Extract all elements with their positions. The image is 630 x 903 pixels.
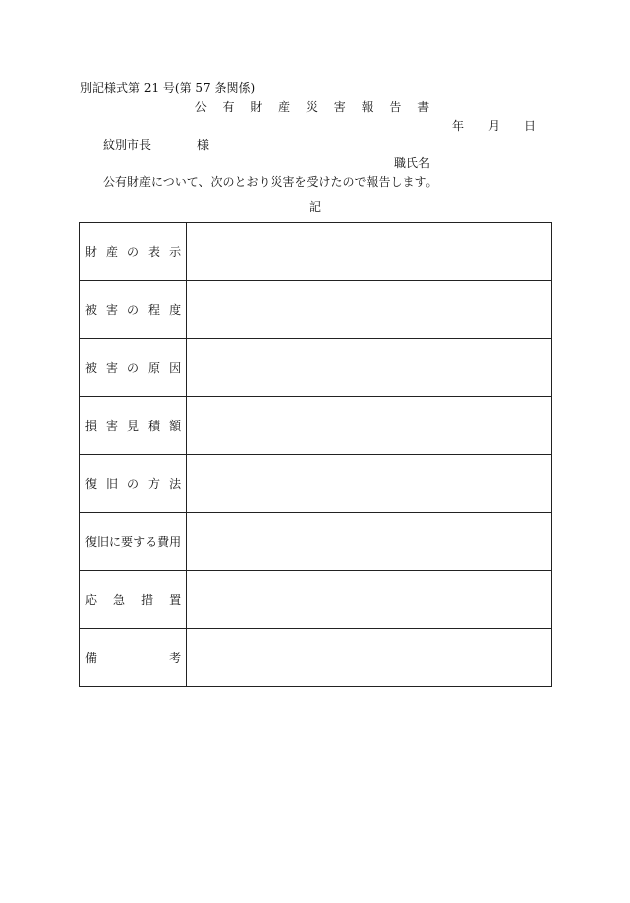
row-label-cell <box>80 281 187 339</box>
sender-name-title: 職氏名 <box>394 156 431 170</box>
date-month: 月 <box>488 119 501 133</box>
row-value-cell <box>187 629 552 687</box>
row-label-cell <box>80 455 187 513</box>
recipient-honorific: 様 <box>197 138 210 152</box>
row-label: 復 旧 の 方 法 <box>85 477 182 491</box>
row-label: 備 考 <box>85 651 182 665</box>
table-row <box>80 281 552 339</box>
document-title: 公 有 財 産 災 害 報 告 書 <box>194 100 436 114</box>
recipient <box>103 139 209 151</box>
row-label: 被 害 の 原 因 <box>85 361 182 375</box>
ki-heading: 記 <box>308 200 321 214</box>
row-label-cell <box>80 223 187 281</box>
row-label: 被 害 の 程 度 <box>85 303 182 317</box>
row-label: 復 旧 に 要 す る 費 用 <box>85 535 182 549</box>
form-number: 別記様式第 21 号(第 57 条関係) <box>80 81 256 95</box>
row-label: 応 急 措 置 <box>85 593 182 607</box>
row-label-cell <box>80 397 187 455</box>
row-label-cell <box>80 629 187 687</box>
table-row <box>80 339 552 397</box>
table-row <box>80 223 552 281</box>
table-row <box>80 629 552 687</box>
intro-text: 公有財産について、次のとおり災害を受けたので報告します。 <box>103 175 438 189</box>
table-row <box>80 513 552 571</box>
row-value-cell <box>187 513 552 571</box>
row-label-cell <box>80 513 187 571</box>
row-label: 財 産 の 表 示 <box>85 245 182 259</box>
row-value-cell <box>187 397 552 455</box>
row-label: 損 害 見 積 額 <box>85 419 182 433</box>
report-table <box>79 222 552 687</box>
date-line <box>452 120 536 132</box>
table-row <box>80 397 552 455</box>
table-row <box>80 455 552 513</box>
row-label-cell <box>80 571 187 629</box>
row-value-cell <box>187 223 552 281</box>
row-value-cell <box>187 281 552 339</box>
table-row <box>80 571 552 629</box>
row-label-cell <box>80 339 187 397</box>
row-value-cell <box>187 571 552 629</box>
date-day: 日 <box>524 119 537 133</box>
recipient-name: 紋別市長 <box>103 138 152 152</box>
row-value-cell <box>187 455 552 513</box>
date-year: 年 <box>452 119 465 133</box>
row-value-cell <box>187 339 552 397</box>
